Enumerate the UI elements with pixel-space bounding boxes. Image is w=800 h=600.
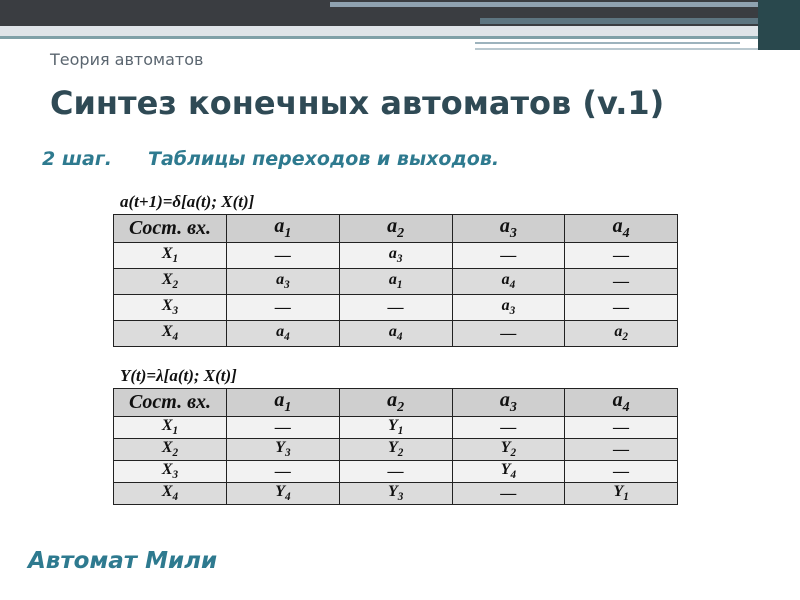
table-cell: —: [565, 295, 678, 321]
table-cell: —: [339, 461, 452, 483]
header-bar-teal: [0, 36, 800, 39]
table-cell: —: [452, 321, 565, 347]
table-cell: $a_4$: [339, 321, 452, 347]
table-cell: —: [565, 439, 678, 461]
header-thin-line-2: [475, 48, 758, 50]
table-cell: $Y_4$: [452, 461, 565, 483]
header-cell-state: $a_2$: [339, 215, 452, 243]
row-input-cell: $X_4$: [114, 483, 227, 505]
transition-table: [113, 214, 678, 347]
table-cell: $Y_3$: [227, 439, 340, 461]
table-cell: $a_3$: [452, 295, 565, 321]
table-row: [114, 439, 678, 461]
header-corner-block: [758, 0, 800, 50]
table-row: [114, 321, 678, 347]
row-input-cell: $X_4$: [114, 321, 227, 347]
table-row: [114, 417, 678, 439]
table-cell: —: [565, 269, 678, 295]
table-cell: $a_3$: [227, 269, 340, 295]
step-label: 2 шаг.: [42, 148, 112, 170]
table-cell: $Y_2$: [339, 439, 452, 461]
header-cell-state: $a_4$: [565, 389, 678, 417]
transition-formula: a(t+1)=δ[a(t); X(t)]: [120, 192, 255, 211]
table-cell: $Y_1$: [339, 417, 452, 439]
table-cell: —: [452, 417, 565, 439]
output-formula: Y(t)=λ[a(t); X(t)]: [120, 366, 237, 385]
header-cell-state: $a_2$: [339, 389, 452, 417]
table-cell: $a_2$: [565, 321, 678, 347]
row-input-cell: $X_3$: [114, 295, 227, 321]
table-cell: —: [565, 417, 678, 439]
row-input-cell: $X_3$: [114, 461, 227, 483]
header-cell-state-input: Сост. вх.: [114, 215, 227, 243]
table-cell: —: [452, 243, 565, 269]
output-table: [113, 388, 678, 505]
table-row: [114, 269, 678, 295]
table-cell: $Y_4$: [227, 483, 340, 505]
header-cell-state: $a_3$: [452, 389, 565, 417]
table-row: [114, 243, 678, 269]
table-cell: $a_4$: [227, 321, 340, 347]
table-cell: —: [452, 483, 565, 505]
table-cell: $a_4$: [452, 269, 565, 295]
slide-subtitle: Теория автоматов: [50, 50, 204, 69]
row-input-cell: $X_2$: [114, 269, 227, 295]
table-cell: —: [565, 461, 678, 483]
footer-caption: Автомат Мили: [28, 548, 218, 574]
table-cell: $a_3$: [339, 243, 452, 269]
table-cell: $Y_3$: [339, 483, 452, 505]
table-cell: —: [339, 295, 452, 321]
table-cell: $Y_2$: [452, 439, 565, 461]
table-cell: —: [227, 295, 340, 321]
table-header-row: [114, 389, 678, 417]
table-cell: —: [565, 243, 678, 269]
table-cell: $a_1$: [339, 269, 452, 295]
header-cell-state: $a_3$: [452, 215, 565, 243]
header-cell-state: $a_4$: [565, 215, 678, 243]
row-input-cell: $X_1$: [114, 243, 227, 269]
table-row: [114, 483, 678, 505]
header-accent-stripe-2: [480, 18, 800, 24]
slide-title: Синтез конечных автоматов (v.1): [50, 84, 665, 122]
step-description: Таблицы переходов и выходов.: [148, 148, 500, 170]
table-cell: —: [227, 243, 340, 269]
header-cell-state: $a_1$: [227, 389, 340, 417]
table-header-row: [114, 215, 678, 243]
header-cell-state: $a_1$: [227, 215, 340, 243]
header-accent-stripe: [330, 2, 800, 7]
header-thin-line: [475, 42, 740, 44]
table-row: [114, 461, 678, 483]
header-bar-light: [0, 26, 800, 36]
header-cell-state-input: Сост. вх.: [114, 389, 227, 417]
table-cell: —: [227, 461, 340, 483]
table-row: [114, 295, 678, 321]
row-input-cell: $X_2$: [114, 439, 227, 461]
row-input-cell: $X_1$: [114, 417, 227, 439]
table-cell: —: [227, 417, 340, 439]
table-cell: $Y_1$: [565, 483, 678, 505]
